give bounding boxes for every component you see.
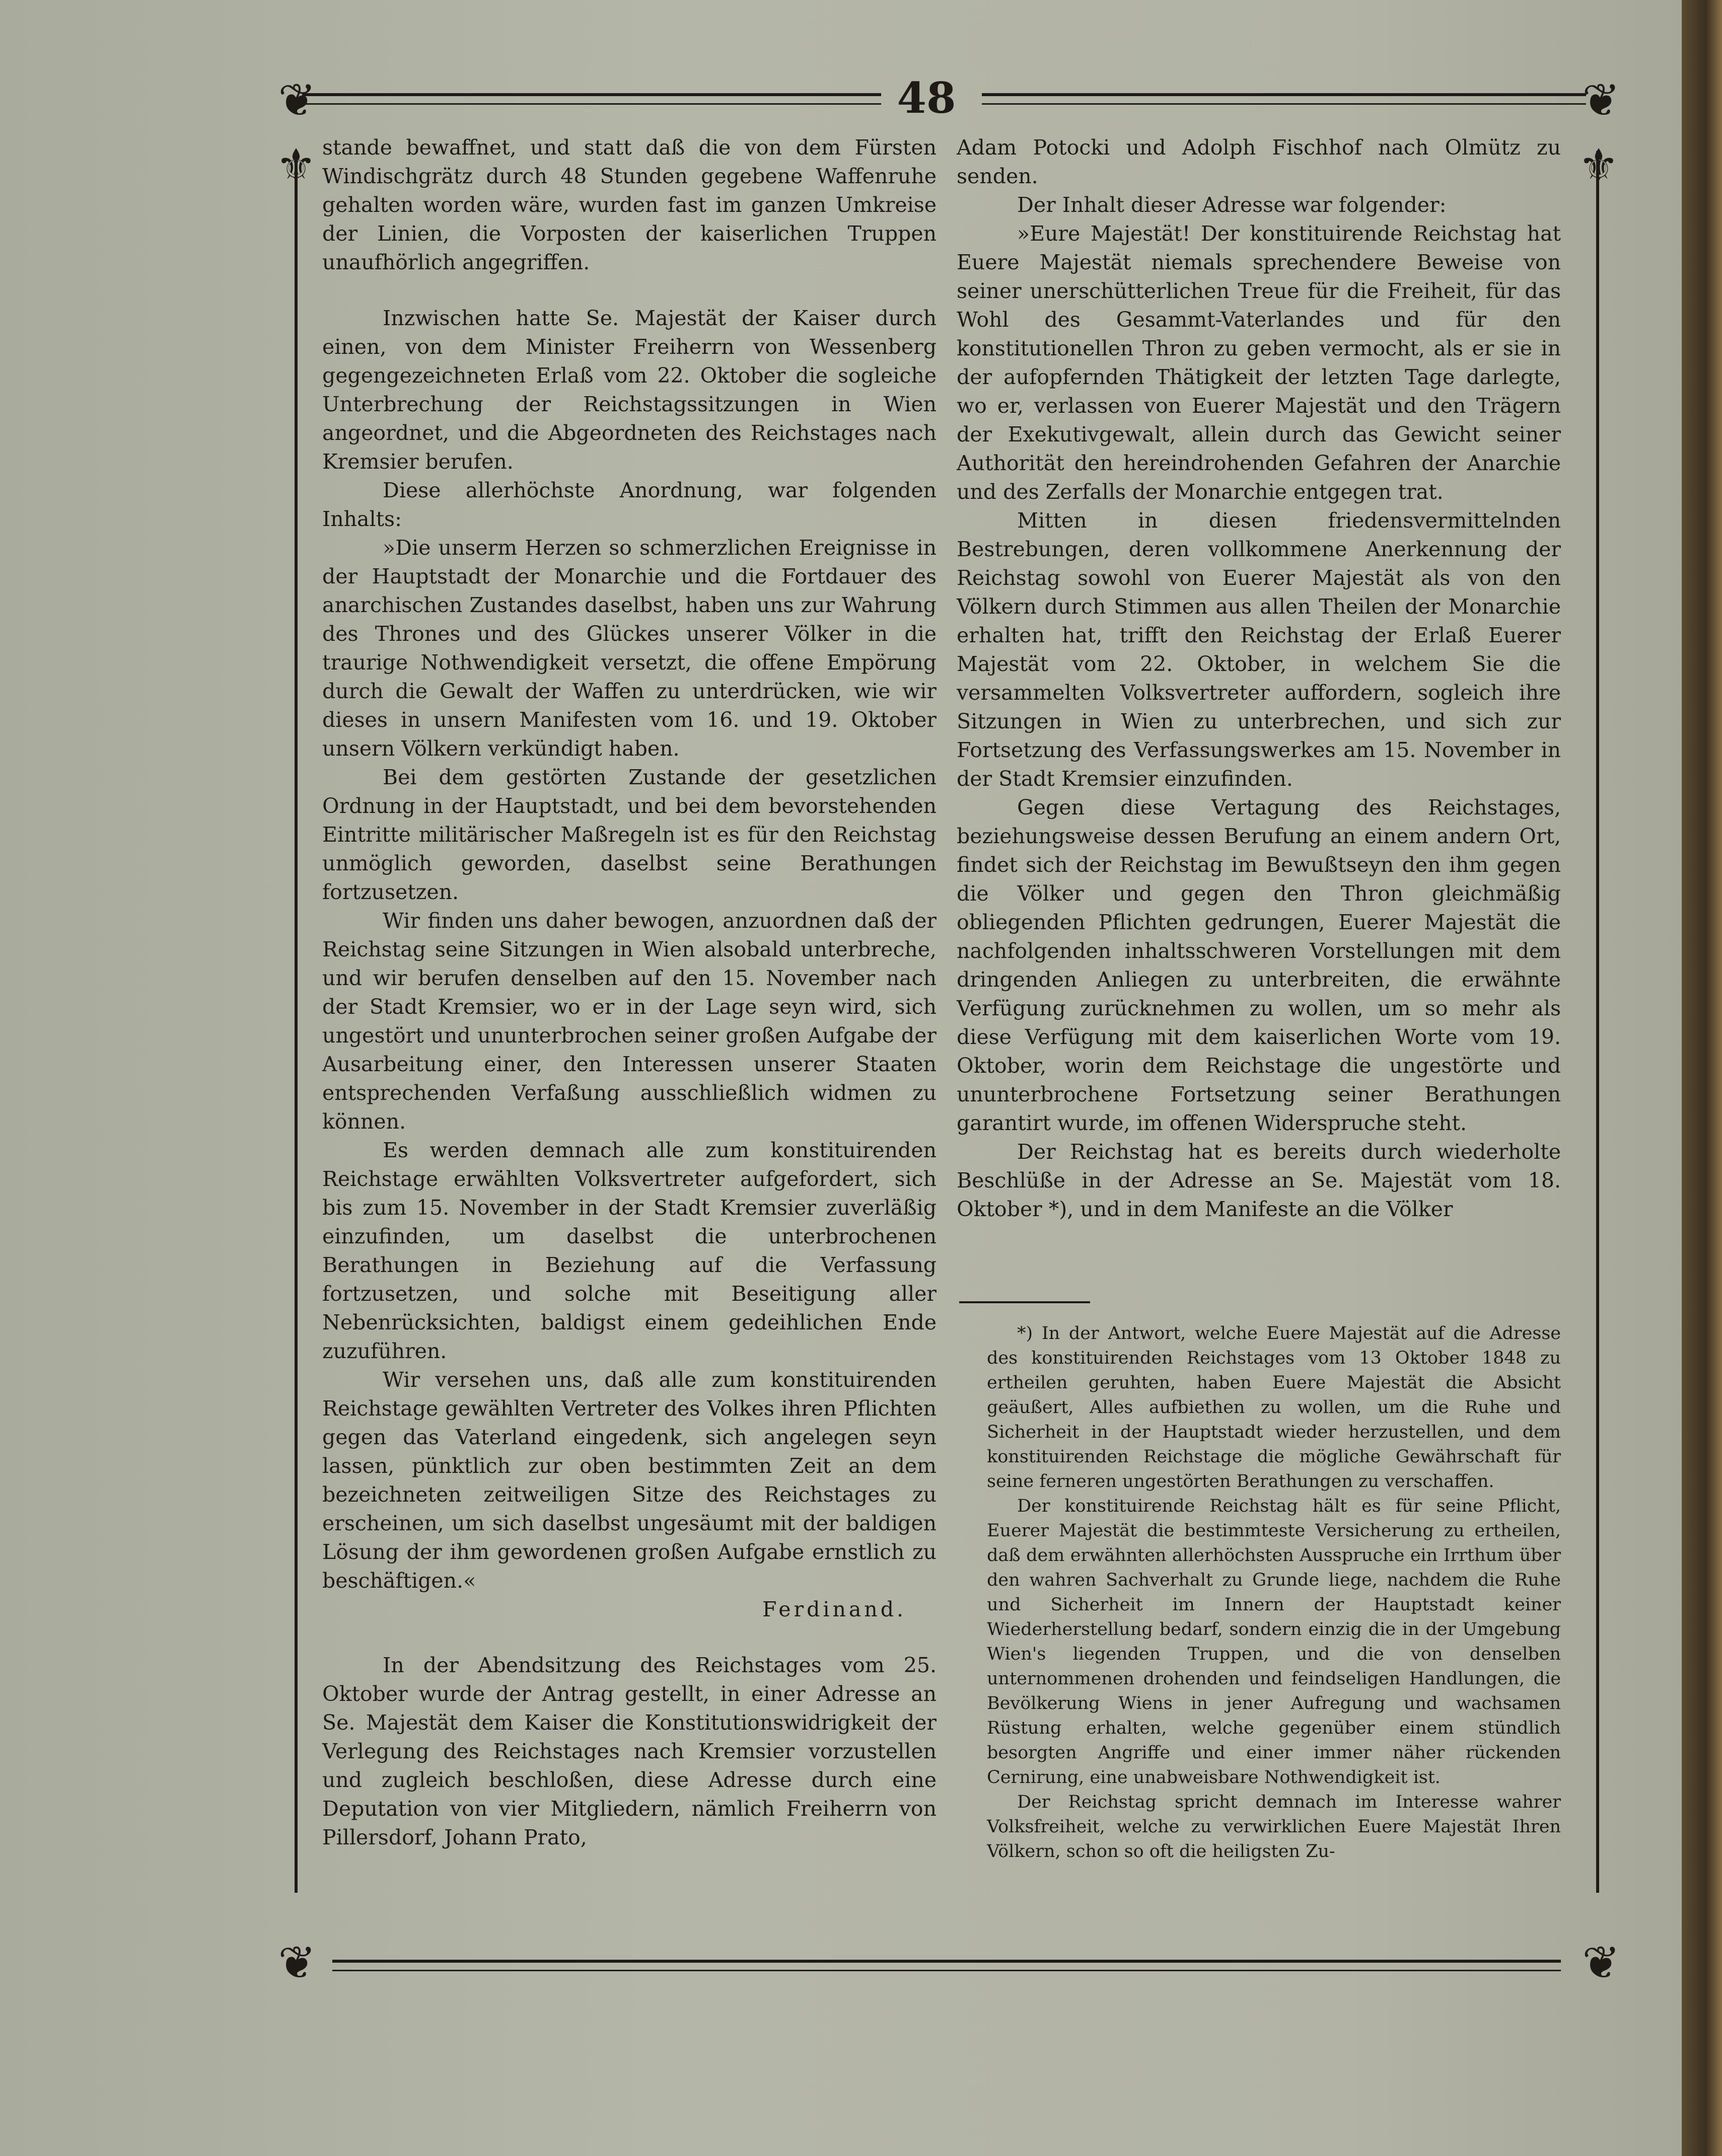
frame-bottom-rule-thin	[332, 1970, 1561, 1971]
paragraph: »Eure Majestät! Der konstituirende Reichstag hat Euere Majestät niemals sprechendere Beweise von seiner unerschütterlichen Treue für die Freiheit, für das Wohl des Gesammt-Vaterlandes und für den konstitutionellen Thron zu geben vermocht, als er sie in der aufopfernden Thätigkeit der letzten Tage darlegte, wo er, verlassen von Euerer Majestät und den Trägern der Exekutivgewalt, allein durch das Gewicht seiner Authorität den hereindrohenden Gefahren der Anarchie und des Zerfalls der Monarchie entgegen trat.	[957, 221, 1561, 504]
ornament-side-icon: ⚜	[275, 139, 317, 192]
paragraph: Es werden demnach alle zum konstituirenden Reichstage erwählten Volksvertreter aufgefordert, sich bis zum 15. November in der Stadt Kremsier zuverläßig einzufinden, um daselbst die unterbrochenen Berathungen in Beziehung auf die Verfassung fortzusetzen, und solche mit Beseitigung aller Nebenrücksichten, baldigst einem gedeihlichen Ende zuzuführen.	[322, 1138, 937, 1363]
footnote-rule	[959, 1301, 1090, 1303]
paragraph: In der Abendsitzung des Reichstages vom 25. Oktober wurde der Antrag gestellt, in einer Adresse an Se. Majestät dem Kaiser die Konstitutionswidrigkeit der Verlegung des Reichstages nach Kremsier vorzustellen und zugleich beschloßen, diese Adresse durch eine Deputation von vier Mitgliedern, nämlich Freiherrn von Pillersdorf, Johann Prato,	[322, 1653, 937, 1849]
left-column	[322, 133, 937, 1925]
paragraph: stande bewaffnet, und statt daß die von dem Fürsten Windischgrätz durch 48 Stunden gegebene Waffenruhe gehalten worden wäre, wurden fast im ganzen Umkreise der Linien, die Vorposten der kaiserlichen Truppen unaufhörlich angegriffen.	[322, 135, 937, 274]
paragraph: Wir finden uns daher bewogen, anzuordnen daß der Reichstag seine Sitzungen in Wien alsobald unterbreche, und wir berufen denselben auf den 15. November nach der Stadt Kremsier, wo er in der Lage seyn wird, sich ungestört und ununterbrochen seiner großen Aufgabe der Ausarbeitung einer, den Interessen unserer Staaten entsprechenden Verfaßung ausschließlich widmen zu können.	[322, 909, 937, 1134]
paragraph: Bei dem gestörten Zustande der gesetzlichen Ordnung in der Hauptstadt, und bei dem bevorstehenden Eintritte militärischer Maßregeln ist es für den Reichstag unmöglich geworden, daselbst seine Berathungen fortzusetzen.	[322, 765, 937, 904]
ornament-side-icon: ⚜	[1578, 139, 1619, 192]
page-number: 48	[897, 73, 956, 123]
signature: Ferdinand.	[762, 1597, 906, 1621]
footnote-paragraph: Der konstituirende Reichstag hält es für seine Pflicht, Euerer Majestät die bestimmteste Versicherung zu ertheilen, daß dem erwähnten allerhöchsten Ausspruche ein Irrthum über den wahren Sachverhalt zu Grunde liege, nachdem die Ruhe und Sicherheit im Innern der Hauptstadt keiner Wiederherstellung bedarf, sondern einzig die in der Umgebung Wien's liegenden Truppen, und die von denselben unternommenen drohenden und feindseligen Handlungen, die Bevölkerung Wiens in jener Aufregung und wachsamen Rüstung erhalten, welche gegenüber einem stündlich besorgten Angriffe und einer immer näher rückenden Cernirung, eine unabweisbare Nothwendigkeit ist.	[987, 1496, 1561, 1788]
paragraph: Mitten in diesen friedensvermittelnden Bestrebungen, deren vollkommene Anerkennung der Reichstag sowohl von Euerer Majestät als von den Völkern durch Stimmen aus allen Theilen der Monarchie erhalten hat, trifft den Reichstag der Erlaß Euerer Majestät vom 22. Oktober, in welchem Sie die versammelten Volksvertreter auffordern, sogleich ihre Sitzungen in Wien zu unterbrechen, und sich zur Fortsetzung des Verfassungswerkes am 15. November in der Stadt Kremsier einzufinden.	[957, 508, 1561, 791]
paragraph: »Die unserm Herzen so schmerzlichen Ereignisse in der Hauptstadt der Monarchie und die Fortdauer des anarchischen Zustandes daselbst, haben uns zur Wahrung des Thrones und des Glückes unserer Völker in die traurige Nothwendigkeit versetzt, die offene Empörung durch die Gewalt der Waffen zu unterdrücken, wie wir dieses in unsern Manifesten vom 16. und 19. Oktober unsern Völkern verkündigt haben.	[322, 536, 937, 761]
paragraph: Gegen diese Vertagung des Reichstages, beziehungsweise dessen Berufung an einem andern Ort, findet sich der Reichstag im Bewußtseyn den ihm gegen die Völker und gegen den Thron gleichmäßig obliegenden Pflichten gedrungen, Euerer Majestät die nachfolgenden inhaltsschweren Vorstellungen mit dem dringenden Anliegen zu unterbreiten, die erwähnte Verfügung zurücknehmen zu wollen, um so mehr als diese Verfügung mit dem kaiserlichen Worte vom 19. Oktober, worin dem Reichstage die ungestörte und ununterbrochene Fortsetzung seiner Berathungen garantirt wurde, im offenen Widerspruche steht.	[957, 795, 1561, 1135]
paragraph: Inzwischen hatte Se. Majestät der Kaiser durch einen, von dem Minister Freiherrn von Wessenberg gegengezeichneten Erlaß vom 22. Oktober die sogleiche Unterbrechung der Reichstagssitzungen in Wien angeordnet, und die Abgeordneten des Reichstages nach Kremsier berufen.	[322, 306, 937, 474]
paragraph: Der Inhalt dieser Adresse war folgender:	[1017, 193, 1447, 217]
frame-top-left-rule	[302, 93, 881, 96]
footnote-paragraph: *) In der Antwort, welche Euere Majestät auf die Adresse des konstituirenden Reichstages vom 13 Oktober 1848 zu ertheilen geruhten, haben Euere Majestät die Absicht geäußert, Alles aufbiethen zu wollen, um die Ruhe und Sicherheit in der Hauptstadt wieder herzustellen, und dem konstituirenden Reichstage die mögliche Gewährschaft für seine ferneren ungestörten Berathungen zu verschaffen.	[987, 1323, 1561, 1492]
footnotes	[987, 1321, 1561, 1941]
paragraph: Adam Potocki und Adolph Fischhof nach Olmütz zu senden.	[957, 135, 1561, 188]
frame-left-rule	[295, 151, 298, 1893]
right-column	[957, 133, 1561, 1291]
frame-bottom-rule	[332, 1960, 1561, 1963]
frame-top-right-rule-thin	[982, 103, 1586, 105]
paragraph: Der Reichstag hat es bereits durch wiederholte Beschlüße in der Adresse an Se. Majestät vom 18. Oktober *), und in dem Manifeste an die Völker	[957, 1140, 1561, 1221]
ornament-corner-icon: ❦	[278, 1937, 316, 1989]
frame-top-left-rule-thin	[302, 103, 881, 105]
ornament-corner-icon: ❦	[1582, 74, 1620, 127]
footnote-paragraph: Der Reichstag spricht demnach im Interesse wahrer Volksfreiheit, welche zu verwirklichen Euere Majestät Ihren Völkern, schon so oft die heiligsten Zu-	[987, 1792, 1561, 1862]
paragraph: Diese allerhöchste Anordnung, war folgenden Inhalts:	[322, 478, 937, 531]
ornament-corner-icon: ❦	[278, 74, 316, 127]
frame-right-rule	[1596, 151, 1599, 1893]
frame-top-right-rule	[982, 93, 1586, 96]
paragraph: Wir versehen uns, daß alle zum konstituirenden Reichstage gewählten Vertreter des Volkes ihren Pflichten gegen das Vaterland eingedenk, sich angelegen seyn lassen, pünktlich zur oben bestimmten Zeit an dem bezeichneten zeitweiligen Sitze des Reichstages zu erscheinen, um sich daselbst ungesäumt mit der baldigen Lösung der ihm gewordenen großen Aufgabe ernstlich zu beschäftigen.«	[322, 1368, 937, 1593]
ornament-corner-icon: ❦	[1582, 1937, 1620, 1989]
book-gutter	[1682, 0, 1722, 2156]
